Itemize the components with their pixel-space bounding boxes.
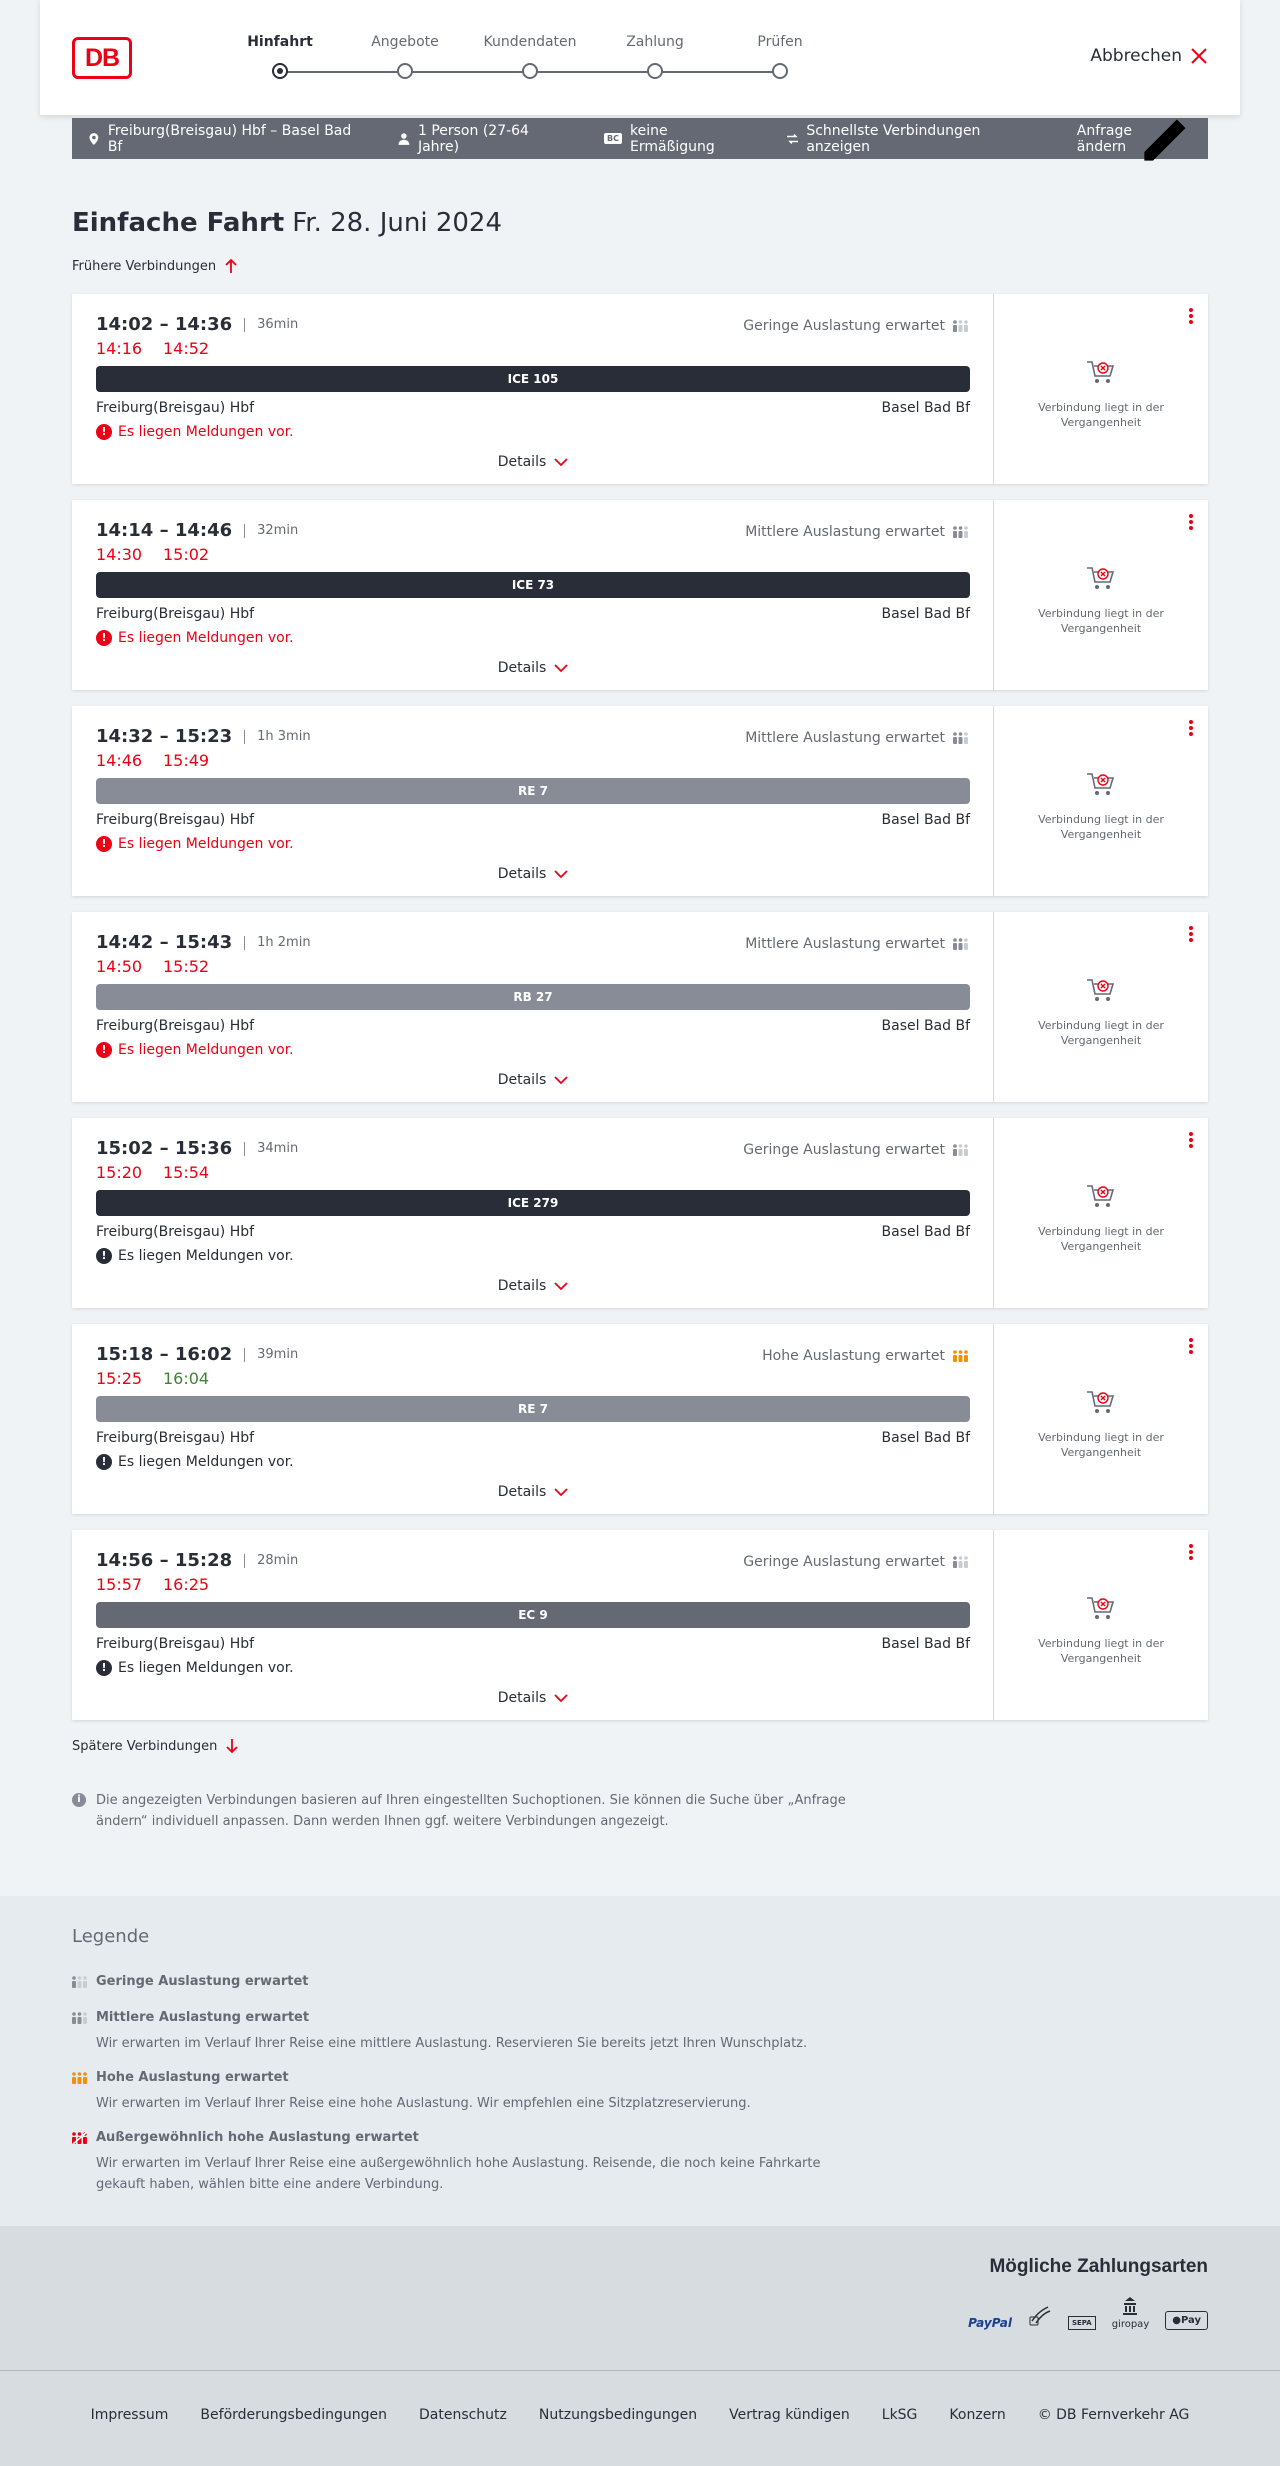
past-connection-notice: Verbindung liegt in der Vergangenheit	[1038, 1019, 1164, 1047]
occupancy-info[interactable]: Mittlere Auslastung erwartet	[745, 936, 969, 952]
payment-title: Mögliche Zahlungsarten	[989, 2256, 1208, 2277]
origin-station: Freiburg(Breisgau) Hbf	[96, 1224, 255, 1240]
past-connection-notice: Verbindung liegt in der Vergangenheit	[1038, 1431, 1164, 1459]
realtime-times	[96, 545, 210, 564]
train-bar[interactable]: ICE 73	[96, 572, 970, 598]
legend-item: Hohe Auslastung erwartet Wir erwarten im Verlauf Ihrer Reise eine hohe Auslastung. Wir empfehlen eine Sitzplatzreservierung.	[72, 2070, 852, 2114]
occupancy-info[interactable]: Mittlere Auslastung erwartet	[745, 524, 969, 540]
realtime-arrival: 14:52	[163, 339, 210, 358]
cart-unavailable-icon	[1086, 1388, 1116, 1416]
past-connection-notice: Verbindung liegt in der Vergangenheit	[1038, 813, 1164, 841]
connection-card[interactable]	[72, 500, 1208, 690]
info-note: i Die angezeigten Verbindungen basieren auf Ihren eingestellten Suchoptionen. Sie können die Suche über „Anfrage ändern“ individuell anpassen. Dann werden Ihnen ggf. weitere Verbindungen angezeigt.	[72, 1790, 852, 1832]
train-bar[interactable]: ICE 279	[96, 1190, 970, 1216]
connection-info	[72, 1118, 994, 1308]
disruption-message: ! Es liegen Meldungen vor.	[96, 836, 294, 852]
duration: 34min	[244, 1142, 298, 1156]
origin-station: Freiburg(Breisgau) Hbf	[96, 1430, 255, 1446]
connection-info	[72, 1530, 994, 1720]
train-bar[interactable]: RE 7	[96, 1396, 970, 1422]
duration: 36min	[244, 318, 298, 332]
arrow-up-icon	[224, 258, 238, 274]
realtime-departure: 15:20	[96, 1163, 143, 1182]
more-options-icon[interactable]	[1188, 1338, 1194, 1358]
route-summary: Freiburg(Breisgau) Hbf – Basel Bad Bf	[88, 123, 366, 155]
realtime-departure: 14:46	[96, 751, 143, 770]
cart-unavailable-icon	[1086, 1594, 1116, 1622]
booking-panel	[994, 1324, 1208, 1514]
booking-panel	[994, 294, 1208, 484]
chevron-down-icon	[554, 1487, 568, 1497]
footer-link[interactable]: Datenschutz	[418, 2407, 507, 2423]
details-toggle[interactable]: Details	[72, 866, 994, 882]
connection-card[interactable]	[72, 912, 1208, 1102]
past-connection-notice: Verbindung liegt in der Vergangenheit	[1038, 607, 1164, 635]
realtime-departure: 15:57	[96, 1575, 143, 1594]
planned-times: 15:18 – 16:02 39min	[96, 1344, 299, 1365]
connection-card[interactable]	[72, 1530, 1208, 1720]
planned-times: 14:14 – 14:46 32min	[96, 520, 299, 541]
occupancy-icon	[72, 2011, 88, 2025]
duration: 32min	[244, 524, 298, 538]
disruption-message: ! Es liegen Meldungen vor.	[96, 1454, 294, 1470]
step-dot	[397, 63, 413, 79]
past-connection-notice: Verbindung liegt in der Vergangenheit	[1038, 1637, 1164, 1665]
occupancy-icon	[953, 731, 969, 745]
sepa-logo: SEPA	[1068, 2316, 1096, 2330]
info-icon: i	[72, 1793, 86, 1807]
alert-icon: !	[96, 1660, 112, 1676]
footer-link[interactable]: Impressum	[90, 2407, 169, 2423]
legend-description: Wir erwarten im Verlauf Ihrer Reise eine hohe Auslastung. Wir empfehlen eine Sitzplatzreservierung.	[96, 2096, 751, 2111]
past-connection-notice: Verbindung liegt in der Vergangenheit	[1038, 1225, 1164, 1253]
destination-station: Basel Bad Bf	[881, 1636, 970, 1652]
giropay-logo: giropay	[1112, 2296, 1150, 2330]
passenger-summary: 1 Person (27-64 Jahre)	[398, 123, 572, 155]
train-bar[interactable]: RE 7	[96, 778, 970, 804]
legend-item: Geringe Auslastung erwartet	[72, 1974, 852, 1989]
payment-methods-section	[0, 2226, 1280, 2370]
legend-item: Außergewöhnlich hohe Auslastung erwartet Wir erwarten im Verlauf Ihrer Reise eine außergewöhnlich hohe Auslastung. Reisende, die noch keine Fahrkarte gekauft haben, wählen bitte eine andere Verbindung.	[72, 2130, 852, 2195]
stations	[96, 812, 970, 828]
connection-card[interactable]	[72, 294, 1208, 484]
close-icon	[1190, 47, 1208, 65]
legend-description: Wir erwarten im Verlauf Ihrer Reise eine außergewöhnlich hohe Auslastung. Reisende, die noch keine Fahrkarte gekauft haben, wählen bitte eine andere Verbindung.	[96, 2156, 821, 2192]
step-angebote: Angebote	[335, 34, 475, 50]
connection-info	[72, 706, 994, 896]
occupancy-icon	[72, 2131, 88, 2145]
connection-info	[72, 912, 994, 1102]
details-toggle[interactable]: Details	[72, 1278, 994, 1294]
disruption-message: ! Es liegen Meldungen vor.	[96, 630, 294, 646]
connection-info	[72, 294, 994, 484]
occupancy-info[interactable]: Geringe Auslastung erwartet	[743, 1142, 969, 1158]
destination-station: Basel Bad Bf	[881, 400, 970, 416]
db-logo[interactable]: DB	[72, 37, 132, 79]
origin-station: Freiburg(Breisgau) Hbf	[96, 400, 255, 416]
stations	[96, 1430, 970, 1446]
duration: 28min	[244, 1554, 298, 1568]
origin-station: Freiburg(Breisgau) Hbf	[96, 1636, 255, 1652]
occupancy-info[interactable]: Geringe Auslastung erwartet	[743, 1554, 969, 1570]
footer-link[interactable]: Konzern	[949, 2407, 1006, 2423]
footer-link[interactable]: LkSG	[881, 2407, 918, 2423]
chevron-down-icon	[554, 1075, 568, 1085]
realtime-times	[96, 957, 210, 976]
step-dot	[272, 63, 288, 79]
step-pruefen: Prüfen	[710, 34, 850, 50]
realtime-departure: 14:50	[96, 957, 143, 976]
stations	[96, 1636, 970, 1652]
planned-times: 14:02 – 14:36 36min	[96, 314, 299, 335]
alert-icon: !	[96, 836, 112, 852]
booking-panel	[994, 1530, 1208, 1720]
disruption-message: ! Es liegen Meldungen vor.	[96, 1248, 294, 1264]
realtime-arrival: 15:52	[163, 957, 210, 976]
realtime-departure: 14:30	[96, 545, 143, 564]
train-bar[interactable]: ICE 105	[96, 366, 970, 392]
footer-link[interactable]: Vertrag kündigen	[729, 2407, 850, 2423]
arrow-down-icon	[225, 1738, 239, 1754]
occupancy-info[interactable]: Mittlere Auslastung erwartet	[745, 730, 969, 746]
legend-description: Wir erwarten im Verlauf Ihrer Reise eine mittlere Auslastung. Reservieren Sie bereits jetzt Ihren Wunschplatz.	[96, 2036, 808, 2051]
footer-links	[0, 2407, 1280, 2423]
page-title: Einfache Fahrt Fr. 28. Juni 2024	[72, 208, 502, 238]
occupancy-icon	[953, 1143, 969, 1157]
change-request-button[interactable]: Anfrage ändern	[1077, 113, 1192, 165]
details-toggle[interactable]: Details	[72, 454, 994, 470]
planned-times: 14:42 – 15:43 1h 2min	[96, 932, 311, 953]
origin-station: Freiburg(Breisgau) Hbf	[96, 812, 255, 828]
footer-link[interactable]: Beförderungsbedingungen	[200, 2407, 387, 2423]
cart-unavailable-icon	[1086, 564, 1116, 592]
realtime-times	[96, 1369, 210, 1388]
more-options-icon[interactable]	[1188, 720, 1194, 740]
more-options-icon[interactable]	[1188, 514, 1194, 534]
realtime-arrival: 15:49	[163, 751, 210, 770]
alert-icon: !	[96, 1042, 112, 1058]
step-dot	[522, 63, 538, 79]
realtime-times	[96, 1575, 210, 1594]
disruption-message: ! Es liegen Meldungen vor.	[96, 1042, 294, 1058]
chevron-down-icon	[554, 457, 568, 467]
more-options-icon[interactable]	[1188, 1544, 1194, 1564]
booking-panel	[994, 500, 1208, 690]
legend-section	[0, 1896, 1280, 2226]
realtime-arrival: 15:54	[163, 1163, 210, 1182]
disruption-message: ! Es liegen Meldungen vor.	[96, 424, 294, 440]
occupancy-icon	[953, 1555, 969, 1569]
connection-card[interactable]	[72, 1324, 1208, 1514]
pencil-icon	[1140, 113, 1192, 165]
connection-card[interactable]	[72, 1118, 1208, 1308]
booking-panel	[994, 912, 1208, 1102]
occupancy-icon	[953, 1349, 969, 1363]
chevron-down-icon	[554, 869, 568, 879]
cart-unavailable-icon	[1086, 1182, 1116, 1210]
realtime-times	[96, 339, 210, 358]
more-options-icon[interactable]	[1188, 308, 1194, 328]
planned-times: 14:32 – 15:23 1h 3min	[96, 726, 311, 747]
connection-info	[72, 1324, 994, 1514]
step-hinfahrt: Hinfahrt	[210, 34, 350, 50]
details-toggle[interactable]: Details	[72, 1690, 994, 1706]
booking-panel	[994, 1118, 1208, 1308]
occupancy-icon	[953, 525, 969, 539]
alert-icon: !	[96, 630, 112, 646]
alert-icon: !	[96, 1248, 112, 1264]
paypal-logo: PayPal	[968, 2316, 1012, 2330]
earlier-connections-link[interactable]: Frühere Verbindungen	[72, 258, 238, 274]
realtime-arrival: 15:02	[163, 545, 210, 564]
fastest-connections-option: Schnellste Verbindungen anzeigen	[787, 123, 1045, 155]
cart-unavailable-icon	[1086, 358, 1116, 386]
destination-station: Basel Bad Bf	[881, 606, 970, 622]
progress-stepper	[210, 34, 803, 84]
step-dot	[647, 63, 663, 79]
origin-station: Freiburg(Breisgau) Hbf	[96, 606, 255, 622]
realtime-times	[96, 751, 210, 770]
destination-station: Basel Bad Bf	[881, 1430, 970, 1446]
footer-link[interactable]: Nutzungsbedingungen	[538, 2407, 698, 2423]
apple-pay-logo: ●Pay	[1165, 2311, 1208, 2330]
destination-station: Basel Bad Bf	[881, 1224, 970, 1240]
chevron-down-icon	[554, 1693, 568, 1703]
details-toggle[interactable]: Details	[72, 1484, 994, 1500]
planned-times: 15:02 – 15:36 34min	[96, 1138, 299, 1159]
discount-summary: BC keine Ermäßigung	[604, 123, 755, 155]
realtime-arrival: 16:25	[163, 1575, 210, 1594]
disruption-message: ! Es liegen Meldungen vor.	[96, 1660, 294, 1676]
legend-title: Legende	[72, 1926, 150, 1947]
occupancy-icon	[953, 937, 969, 951]
occupancy-info[interactable]: Geringe Auslastung erwartet	[743, 318, 969, 334]
realtime-departure: 14:16	[96, 339, 143, 358]
destination-station: Basel Bad Bf	[881, 1018, 970, 1034]
stations	[96, 1224, 970, 1240]
cancel-button[interactable]: Abbrechen	[1090, 46, 1208, 66]
past-connection-notice: Verbindung liegt in der Vergangenheit	[1038, 401, 1164, 429]
duration: 1h 2min	[244, 936, 310, 950]
step-dot	[772, 63, 788, 79]
bahncard-icon: BC	[604, 133, 622, 144]
realtime-departure: 15:25	[96, 1369, 143, 1388]
train-bar[interactable]: RB 27	[96, 984, 970, 1010]
location-pin-icon	[88, 133, 100, 145]
duration: 39min	[244, 1348, 298, 1362]
realtime-times	[96, 1163, 210, 1182]
origin-station: Freiburg(Breisgau) Hbf	[96, 1018, 255, 1034]
stations	[96, 400, 970, 416]
more-options-icon[interactable]	[1188, 1132, 1194, 1152]
credit-card-icon	[1028, 2303, 1052, 2330]
stations	[96, 1018, 970, 1034]
connection-card[interactable]	[72, 706, 1208, 896]
later-connections-link[interactable]: Spätere Verbindungen	[72, 1738, 239, 1754]
chevron-down-icon	[554, 1281, 568, 1291]
footer	[0, 2370, 1280, 2466]
train-bar[interactable]: EC 9	[96, 1602, 970, 1628]
realtime-arrival: 16:04	[163, 1369, 210, 1388]
payment-logos	[968, 2296, 1208, 2330]
cart-unavailable-icon	[1086, 770, 1116, 798]
chevron-down-icon	[554, 663, 568, 673]
swap-arrows-icon	[787, 133, 799, 145]
occupancy-icon	[72, 1975, 88, 1989]
booking-panel	[994, 706, 1208, 896]
search-summary-bar	[72, 118, 1208, 159]
occupancy-icon	[72, 2071, 88, 2085]
connection-info	[72, 500, 994, 690]
step-kundendaten: Kundendaten	[460, 34, 600, 50]
occupancy-icon	[953, 319, 969, 333]
person-icon	[398, 133, 410, 145]
alert-icon: !	[96, 1454, 112, 1470]
planned-times: 14:56 – 15:28 28min	[96, 1550, 299, 1571]
more-options-icon[interactable]	[1188, 926, 1194, 946]
duration: 1h 3min	[244, 730, 310, 744]
step-zahlung: Zahlung	[585, 34, 725, 50]
legend-item: Mittlere Auslastung erwartet Wir erwarten im Verlauf Ihrer Reise eine mittlere Auslastung. Reservieren Sie bereits jetzt Ihren Wunschplatz.	[72, 2010, 852, 2054]
cart-unavailable-icon	[1086, 976, 1116, 1004]
occupancy-info[interactable]: Hohe Auslastung erwartet	[762, 1348, 969, 1364]
details-toggle[interactable]: Details	[72, 1072, 994, 1088]
stations	[96, 606, 970, 622]
header	[40, 0, 1240, 115]
alert-icon: !	[96, 424, 112, 440]
destination-station: Basel Bad Bf	[881, 812, 970, 828]
details-toggle[interactable]: Details	[72, 660, 994, 676]
footer-link: © DB Fernverkehr AG	[1037, 2407, 1190, 2423]
